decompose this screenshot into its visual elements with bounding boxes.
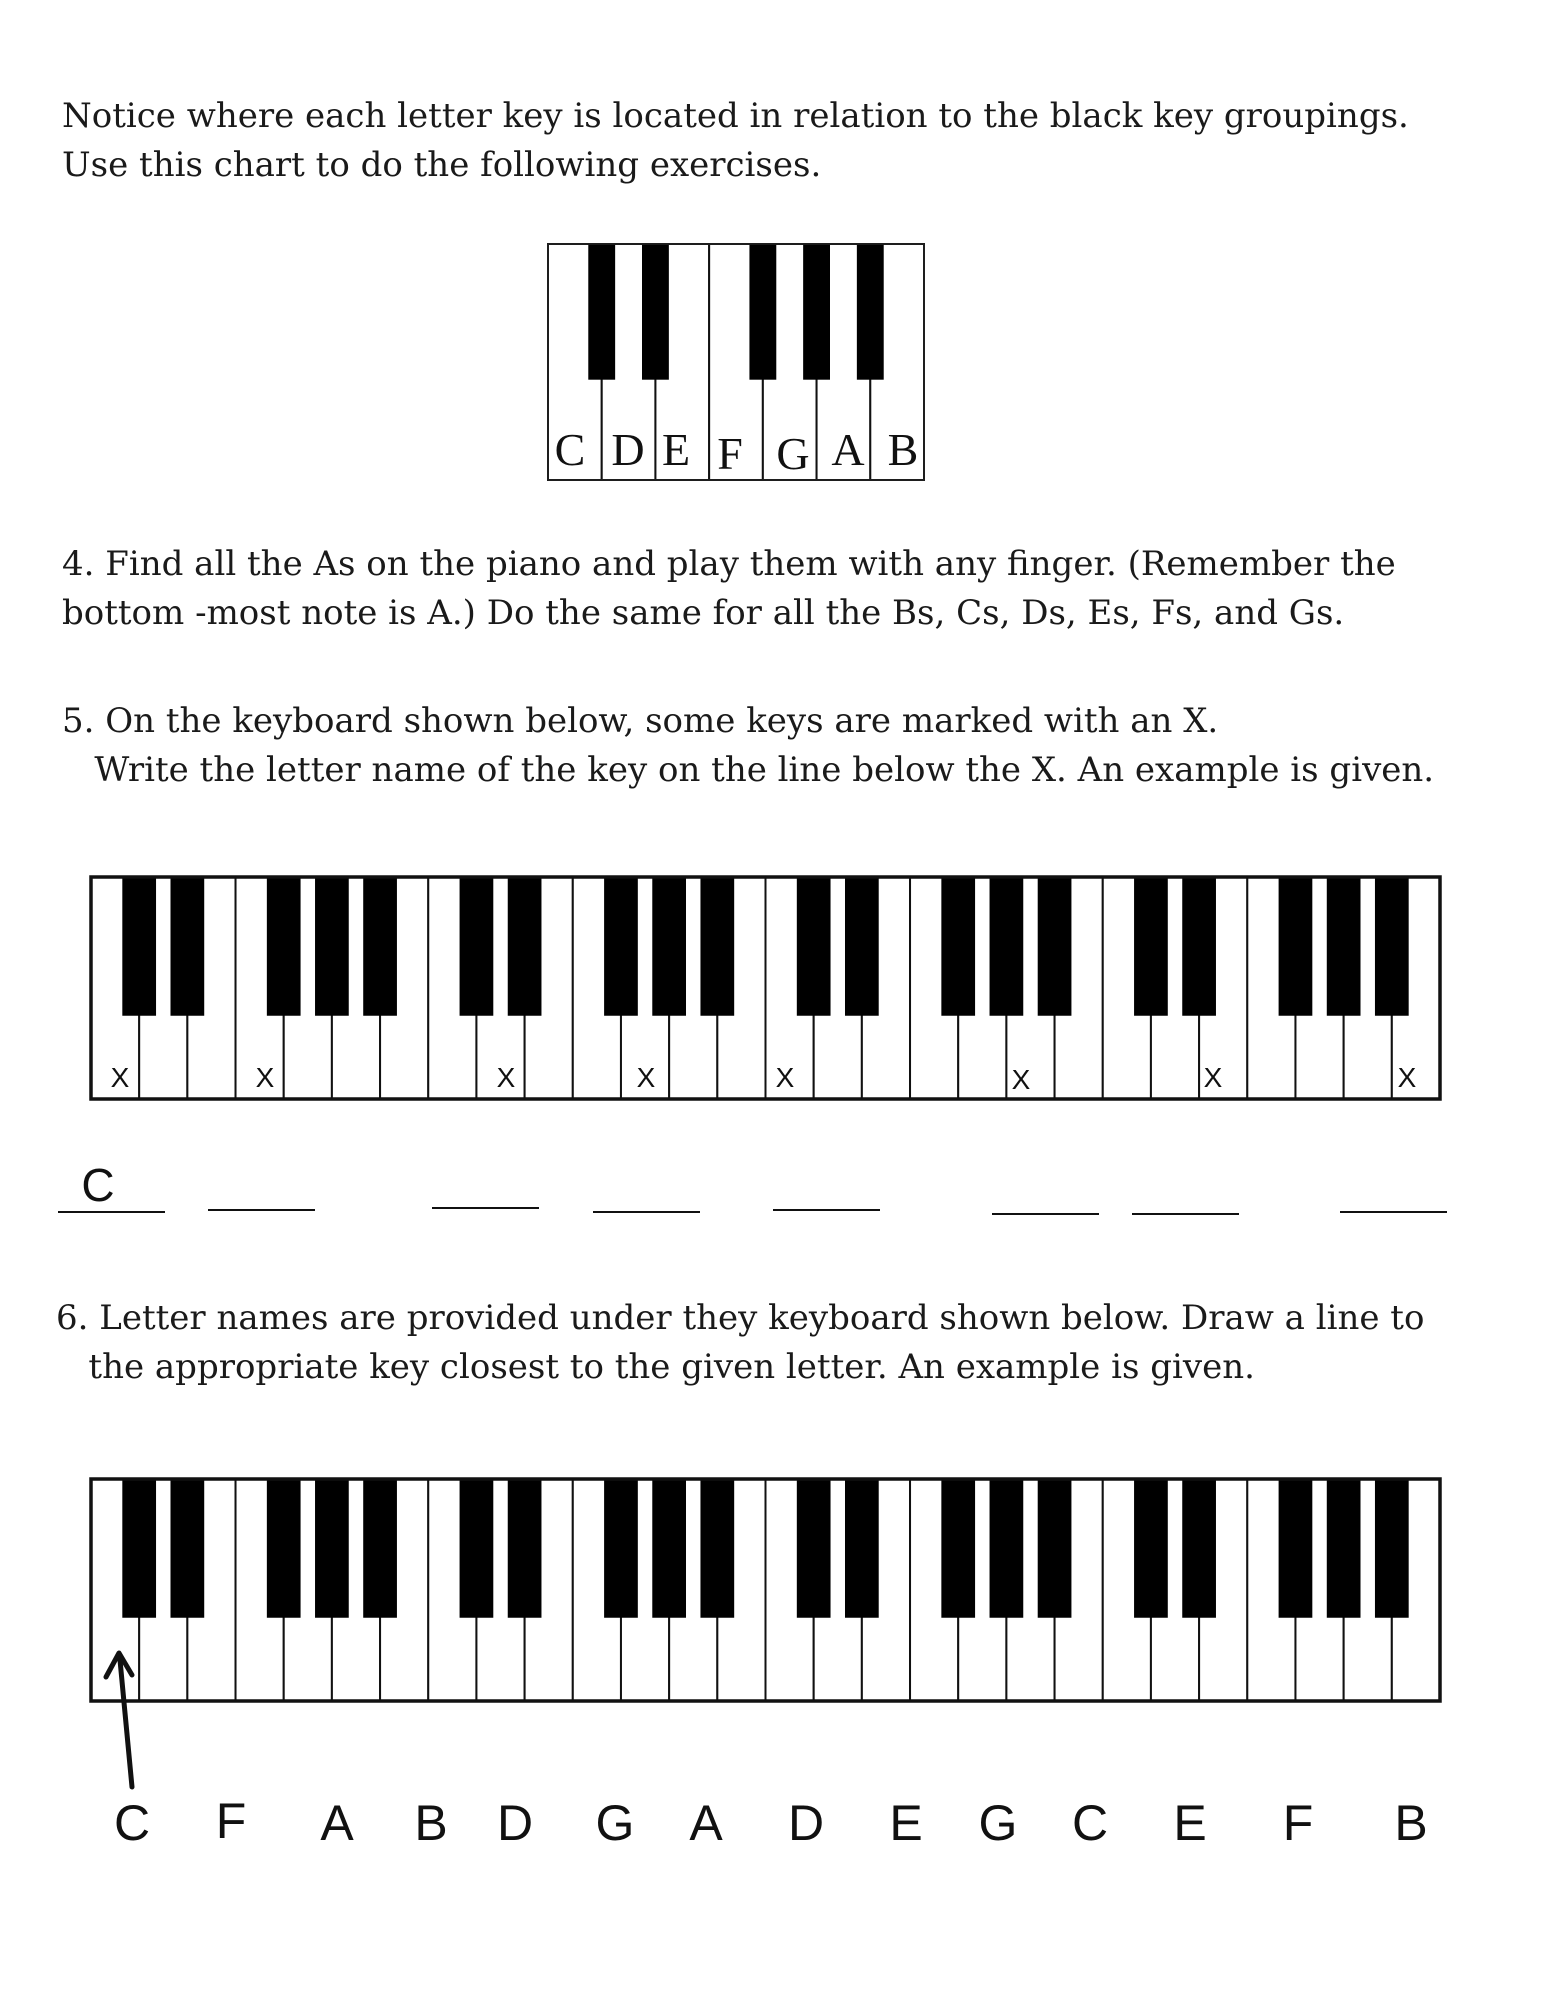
letter-g: G [595, 1795, 635, 1851]
black-key[interactable] [857, 244, 884, 380]
black-key[interactable] [508, 877, 542, 1016]
black-key[interactable] [1134, 1479, 1168, 1618]
black-key[interactable] [508, 1479, 542, 1618]
black-key[interactable] [1182, 1479, 1216, 1618]
black-key[interactable] [845, 877, 879, 1016]
example-answer: C [81, 1159, 115, 1211]
black-key[interactable] [1279, 877, 1313, 1016]
letter-e: E [889, 1795, 923, 1851]
black-key[interactable] [797, 877, 831, 1016]
intro-line-1: Notice where each letter key is located in relation to the black key groupings. [62, 96, 1409, 136]
ref-label-b: B [887, 424, 919, 475]
question-4-line-2: bottom -most note is A.) Do the same for all the Bs, Cs, Ds, Es, Fs, and Gs. [62, 593, 1345, 633]
black-key[interactable] [267, 877, 301, 1016]
black-key[interactable] [170, 877, 204, 1016]
black-key[interactable] [1182, 877, 1216, 1016]
black-key[interactable] [604, 877, 638, 1016]
x-mark: X [255, 1062, 275, 1093]
question-4-line-1: 4. Find all the As on the piano and play them with any finger. (Remember the [62, 544, 1396, 584]
black-key[interactable] [1375, 877, 1409, 1016]
black-key[interactable] [990, 1479, 1024, 1618]
ref-label-e: E [661, 424, 691, 475]
black-key[interactable] [1327, 877, 1361, 1016]
x-mark: X [110, 1062, 130, 1093]
question-5-line-2: Write the letter name of the key on the line below the X. An example is given. [62, 750, 1435, 790]
black-key[interactable] [652, 877, 686, 1016]
black-key[interactable] [122, 1479, 156, 1618]
black-key[interactable] [460, 1479, 494, 1618]
black-key[interactable] [941, 1479, 975, 1618]
black-key[interactable] [363, 1479, 397, 1618]
black-key[interactable] [170, 1479, 204, 1618]
x-mark: X [1397, 1062, 1417, 1093]
letter-c: C [1071, 1795, 1109, 1851]
letter-b: B [1394, 1795, 1428, 1851]
letter-f: F [215, 1793, 247, 1849]
black-key[interactable] [363, 877, 397, 1016]
black-key[interactable] [1038, 1479, 1072, 1618]
ref-label-d: D [611, 424, 645, 475]
black-key[interactable] [315, 1479, 349, 1618]
question-6-line-2: the appropriate key closest to the given letter. An example is given. [56, 1347, 1255, 1387]
letter-a: A [320, 1795, 354, 1851]
black-key[interactable] [1375, 1479, 1409, 1618]
x-mark: X [496, 1062, 516, 1093]
letter-f: F [1282, 1795, 1314, 1851]
x-mark: X [636, 1062, 656, 1093]
black-key[interactable] [700, 1479, 734, 1618]
black-key[interactable] [700, 877, 734, 1016]
ref-label-c: C [554, 424, 586, 475]
black-key[interactable] [845, 1479, 879, 1618]
black-key[interactable] [642, 244, 669, 380]
example-arrow [106, 1653, 132, 1787]
black-key[interactable] [588, 244, 615, 380]
black-key[interactable] [604, 1479, 638, 1618]
black-key[interactable] [267, 1479, 301, 1618]
black-key[interactable] [749, 244, 776, 380]
answer-blanks [58, 1159, 1447, 1214]
question-5-keyboard [91, 877, 1440, 1099]
ref-label-a: A [831, 424, 865, 475]
letter-d: D [496, 1795, 534, 1851]
black-key[interactable] [990, 877, 1024, 1016]
black-key[interactable] [1134, 877, 1168, 1016]
intro-line-2: Use this chart to do the following exercises. [62, 145, 822, 185]
black-key[interactable] [1038, 877, 1072, 1016]
ref-label-f: F [717, 428, 743, 479]
letter-c: C [113, 1795, 151, 1851]
x-mark: X [1203, 1062, 1223, 1093]
black-key[interactable] [1279, 1479, 1313, 1618]
black-key[interactable] [652, 1479, 686, 1618]
question-6-line-1: 6. Letter names are provided under they keyboard shown below. Draw a line to [56, 1298, 1425, 1338]
black-key[interactable] [460, 877, 494, 1016]
ref-label-g: G [776, 428, 810, 479]
black-key[interactable] [122, 877, 156, 1016]
letter-g: G [978, 1795, 1018, 1851]
x-mark: X [775, 1062, 795, 1093]
black-key[interactable] [315, 877, 349, 1016]
black-key[interactable] [1327, 1479, 1361, 1618]
black-key[interactable] [797, 1479, 831, 1618]
letter-e: E [1173, 1795, 1207, 1851]
question-6-letters [114, 1793, 1428, 1851]
letter-b: B [414, 1795, 448, 1851]
letter-d: D [787, 1795, 825, 1851]
question-6-keyboard [91, 1479, 1440, 1701]
black-key[interactable] [941, 877, 975, 1016]
letter-a: A [689, 1795, 723, 1851]
question-5-line-1: 5. On the keyboard shown below, some keys are marked with an X. [62, 701, 1219, 741]
x-mark: X [1011, 1064, 1031, 1095]
black-key[interactable] [803, 244, 830, 380]
